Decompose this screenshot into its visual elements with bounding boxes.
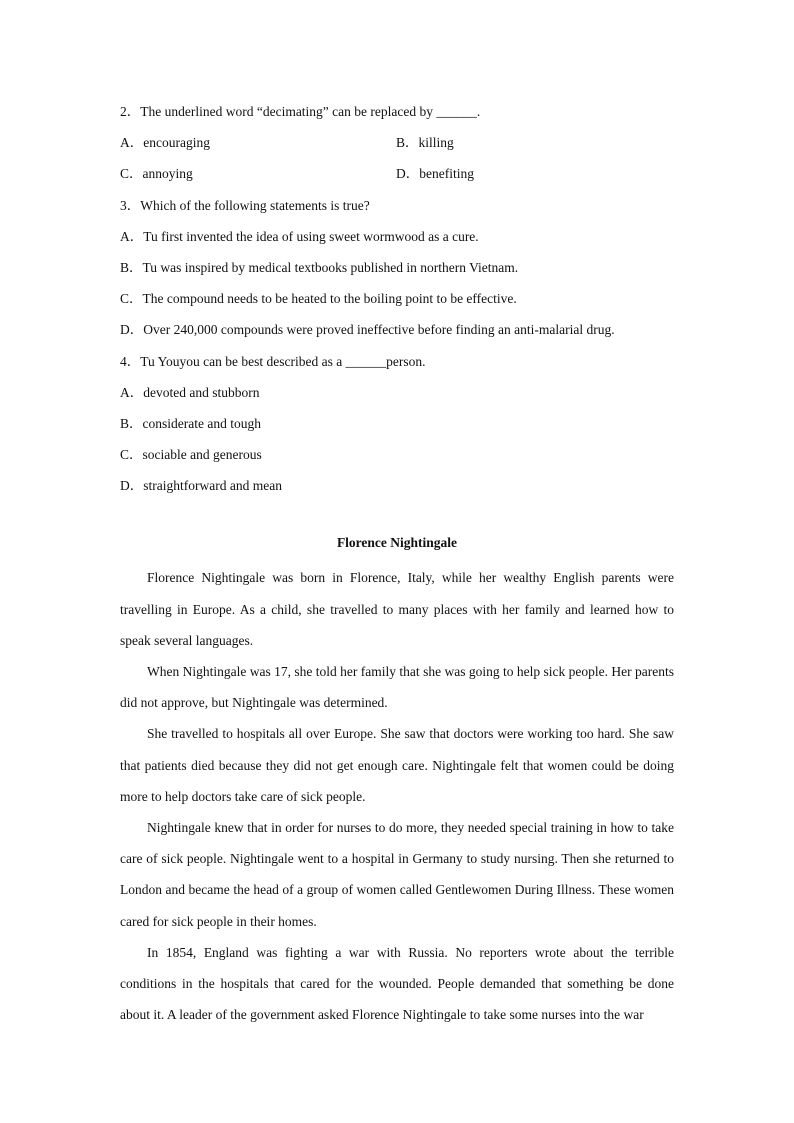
passage-paragraph-5: In 1854, England was fighting a war with Russia. No reporters wrote about the terrible conditions in the hospitals that cared for the wounded. People demanded that something be done about it. A leader of the government asked Florence Nightingale to take some nurses into the war [120, 944, 674, 1023]
question-3-stem: 3．Which of the following statements is true? [120, 197, 370, 213]
question-4-option-c: C．sociable and generous [120, 447, 262, 463]
question-3-option-b: B．Tu was inspired by medical textbooks published in northern Vietnam. [120, 259, 519, 275]
question-3-option-c: C．The compound needs to be heated to the boiling point to be effective. [120, 291, 517, 307]
question-2-option-b: B．killing [396, 135, 454, 151]
question-2-option-d: D．benefiting [396, 166, 474, 182]
passage-paragraph-4: Nightingale knew that in order for nurses to do more, they needed special training in how to take care of sick people. Nightingale went to a hospital in Germany to study nursing. Then she returned to London and became the head of a group of women called Gentlewomen During Illness. These women cared for sick people in their homes. [120, 820, 674, 929]
passage-paragraph-3: She travelled to hospitals all over Europe. She saw that doctors were working too hard. She saw that patients died because they did not get enough care. Nightingale felt that women could be doing more to help doctors take care of sick people. [120, 726, 674, 804]
question-4-option-d: D．straightforward and mean [120, 478, 282, 494]
document-page [120, 100, 674, 1030]
question-4-option-a: A．devoted and stubborn [120, 384, 260, 400]
question-4-option-b: B．considerate and tough [120, 415, 261, 431]
question-4-stem: 4．Tu Youyou can be best described as a ______person. [120, 353, 426, 369]
question-2-option-a: A．encouraging [120, 135, 210, 151]
question-3-option-a: A．Tu first invented the idea of using sweet wormwood as a cure. [120, 228, 479, 244]
passage-title: Florence Nightingale [336, 535, 458, 551]
question-2-option-c: C．annoying [120, 166, 193, 182]
passage-paragraph-1: Florence Nightingale was born in Florence, Italy, while her wealthy English parents were travelling in Europe. As a child, she travelled to many places with her family and learned how to speak several languages. [120, 570, 674, 648]
question-2-options-row-2 [120, 162, 674, 193]
question-2-stem: 2．The underlined word “decimating” can be replaced by ______. [120, 104, 481, 119]
question-3-option-d: D．Over 240,000 compounds were proved ineffective before finding an anti-malarial drug. [120, 322, 615, 338]
question-2-options-row-1 [120, 131, 674, 162]
passage-paragraph-2: When Nightingale was 17, she told her family that she was going to help sick people. Her parents did not approve, but Nightingale was determined. [120, 664, 674, 711]
